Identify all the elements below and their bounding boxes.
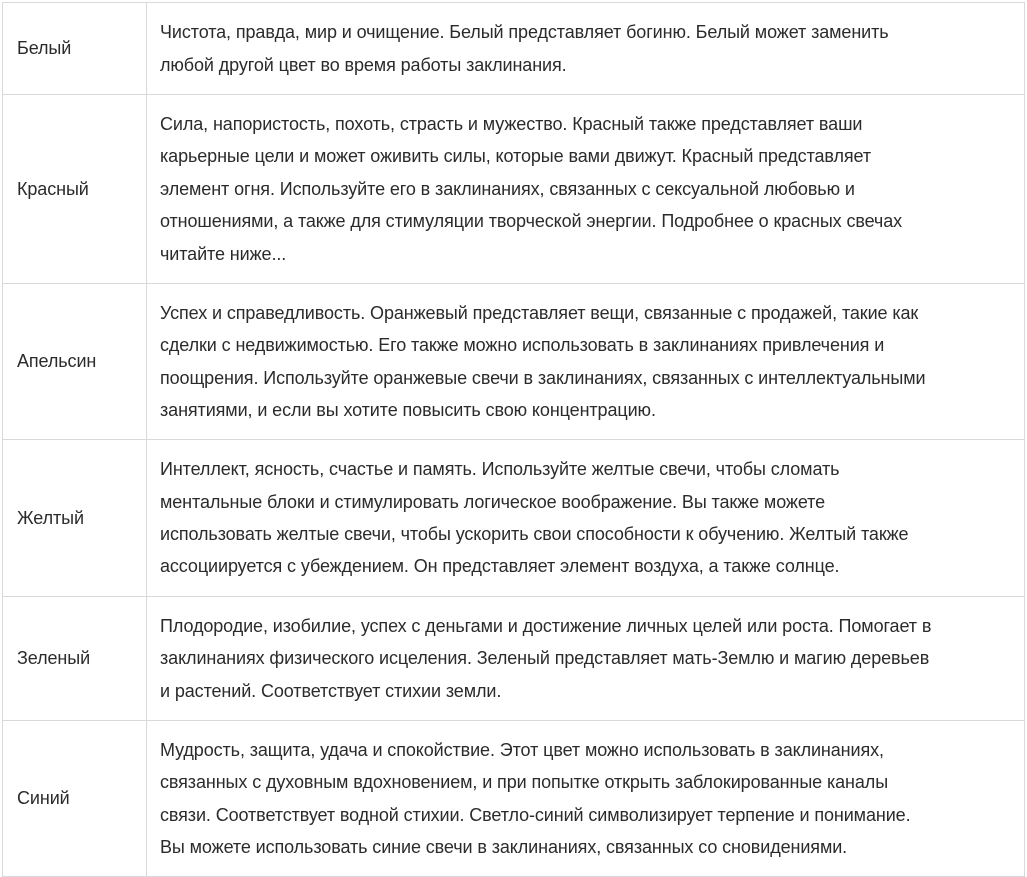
description-line: связанных с духовным вдохновением, и при попытке открыть заблокированные каналы bbox=[160, 772, 889, 793]
color-name-cell: Желтый bbox=[3, 440, 147, 597]
description-line: и растений. Соответствует стихии земли. bbox=[160, 680, 502, 701]
description-line: ментальные блоки и стимулировать логическое воображение. Вы также можете bbox=[160, 491, 826, 512]
color-name-cell: Белый bbox=[3, 3, 147, 95]
color-name-cell: Апельсин bbox=[3, 284, 147, 440]
table-row bbox=[3, 3, 1025, 95]
color-description-cell bbox=[147, 95, 1025, 284]
description-line: поощрения. Используйте оранжевые свечи в заклинаниях, связанных с интеллектуальными bbox=[160, 367, 926, 388]
description-line: связи. Соответствует водной стихии. Светло-синий символизирует терпение и понимание. bbox=[160, 804, 911, 825]
table-row bbox=[3, 95, 1025, 284]
table-row bbox=[3, 440, 1025, 597]
color-name-cell: Красный bbox=[3, 95, 147, 284]
description-line: сделки с недвижимостью. Его также можно использовать в заклинаниях привлечения и bbox=[160, 335, 885, 356]
color-name-cell: Синий bbox=[3, 721, 147, 877]
description-line: Чистота, правда, мир и очищение. Белый представляет богиню. Белый может заменить bbox=[160, 22, 889, 43]
color-description-cell bbox=[147, 284, 1025, 440]
candle-color-table bbox=[2, 2, 1025, 877]
color-description-cell bbox=[147, 440, 1025, 597]
description-line: занятиями, и если вы хотите повысить свою концентрацию. bbox=[160, 399, 656, 420]
description-line: Сила, напористость, похоть, страсть и мужество. Красный также представляет ваши bbox=[160, 113, 863, 134]
color-description-cell bbox=[147, 3, 1025, 95]
description-line: Интеллект, ясность, счастье и память. Используйте желтые свечи, чтобы сломать bbox=[160, 459, 840, 480]
description-line: любой другой цвет во время работы заклинания. bbox=[160, 54, 567, 75]
description-line: Плодородие, изобилие, успех с деньгами и достижение личных целей или роста. Помогает в bbox=[160, 615, 932, 636]
description-line: Вы можете использовать синие свечи в заклинаниях, связанных со сновидениями. bbox=[160, 836, 848, 857]
description-line: карьерные цели и может оживить силы, которые вами движут. Красный представляет bbox=[160, 146, 871, 167]
description-line: ассоциируется с убеждением. Он представляет элемент воздуха, а также солнце. bbox=[160, 556, 840, 577]
description-line: отношениями, а также для стимуляции творческой энергии. Подробнее о красных свечах bbox=[160, 211, 903, 232]
color-description-cell bbox=[147, 721, 1025, 877]
table-row bbox=[3, 597, 1025, 721]
description-line: элемент огня. Используйте его в заклинаниях, связанных с сексуальной любовью и bbox=[160, 178, 855, 199]
table-row bbox=[3, 721, 1025, 877]
description-line: Мудрость, защита, удача и спокойствие. Этот цвет можно использовать в заклинаниях, bbox=[160, 739, 884, 760]
color-description-cell bbox=[147, 597, 1025, 721]
description-line: использовать желтые свечи, чтобы ускорить свои способности к обучению. Желтый также bbox=[160, 524, 909, 544]
color-name-cell: Зеленый bbox=[3, 597, 147, 721]
description-line: Успех и справедливость. Оранжевый представляет вещи, связанные с продажей, такие как bbox=[160, 302, 919, 323]
description-line: заклинаниях физического исцеления. Зеленый представляет мать-Землю и магию деревьев bbox=[160, 648, 930, 669]
table-row bbox=[3, 284, 1025, 440]
description-line: читайте ниже... bbox=[160, 243, 287, 264]
